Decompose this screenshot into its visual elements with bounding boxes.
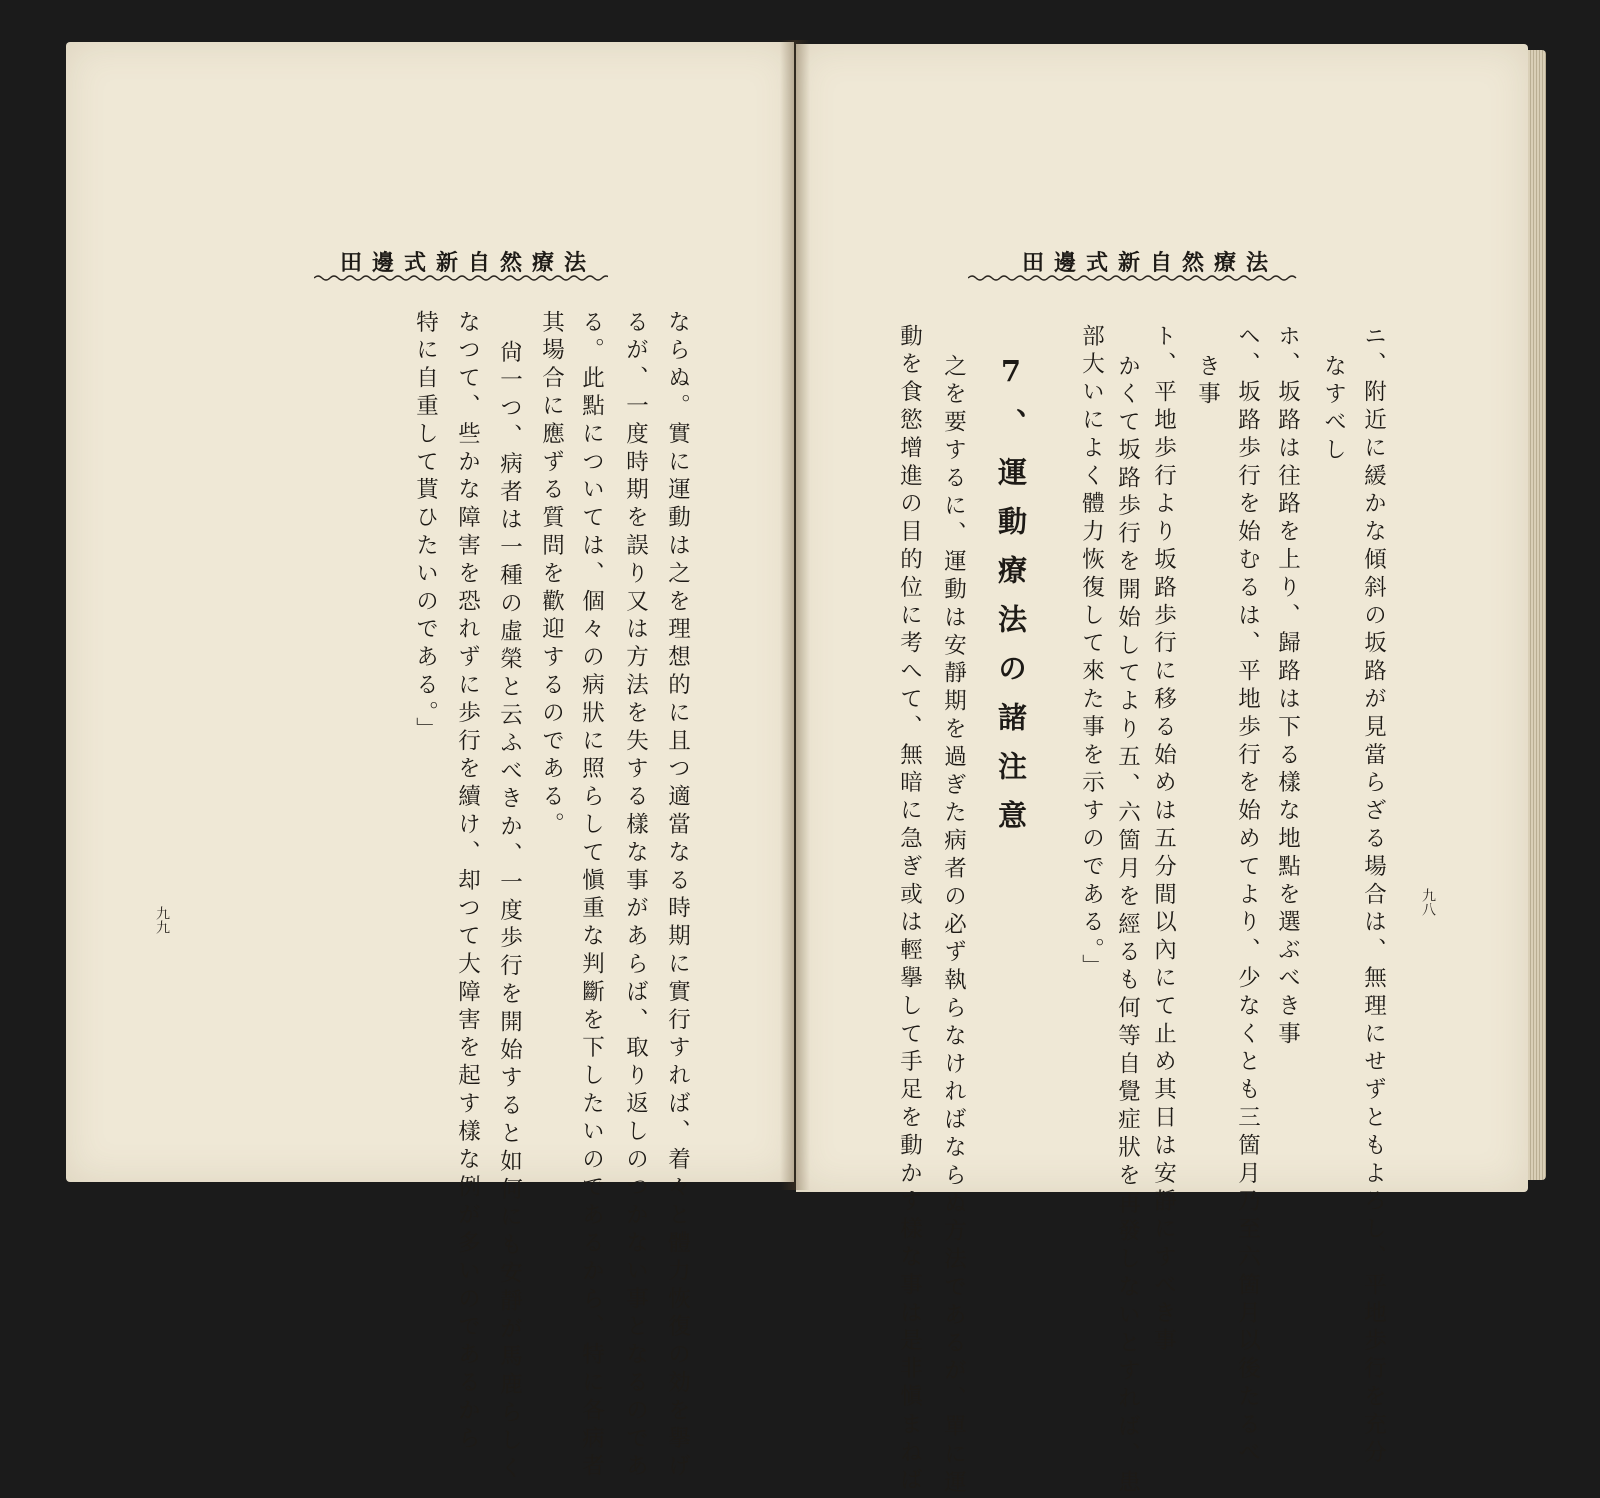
text-column: なつて、些かな障害を恐れずに歩行を續け、却つて大障害を起す樣な例が多いのであるから xyxy=(454,310,481,1454)
right-header-wavy-rule xyxy=(968,274,1302,282)
text-column: 之を要するに、運動は安靜期を過ぎた病者の必ず執らなければならぬ方法であるが、單に運 xyxy=(940,354,967,1498)
left-page-header: 田邊式新自然療法 xyxy=(340,250,597,276)
text-column: 其場合に應ずる質問を歡迎するのである。 xyxy=(538,310,565,841)
text-column: ヘ、坂路歩行を始むるは、平地歩行を始めてより、少なくとも三箇月乃至六箇月以後たるべ xyxy=(1234,324,1261,1468)
text-column: き事 xyxy=(1194,354,1221,410)
text-column: ト、平地歩行より坂路歩行に移る始めは五分間以內にて止め其日は安靜にすべき事 xyxy=(1150,324,1177,1357)
text-column: るが、一度時期を誤り又は方法を失する樣な事があらば、取り返しのつかない事となるのであ xyxy=(622,310,649,1482)
text-column: 動を食慾增進の目的位に考へて、無暗に急ぎ或は輕擧して手足を動かす樣な事は是非愼まねば xyxy=(896,324,923,1496)
text-column: 尙一つ、病者は一種の虛榮と云ふべきか、一度歩行を開始すると如何にも安靜が馬鹿らしく xyxy=(496,340,523,1484)
section-heading: 7、運動療法の諸注意 xyxy=(994,354,1028,849)
text-column: かくて坂路歩行を開始してより五、六箇月を經るも何等自覺症狀を再發しないとすれば、患 xyxy=(1114,354,1141,1498)
text-column: ホ、坂路は往路を上り、歸路は下る樣な地點を選ぶべき事 xyxy=(1274,324,1301,1050)
left-header-wavy-rule xyxy=(314,274,608,282)
text-column: 特に自重して貰ひたいのである。」 xyxy=(412,310,439,746)
text-column: ニ、附近に緩かな傾斜の坂路が見當らざる場合は、無理にせずともよろし、平地歩行を充分 xyxy=(1360,324,1387,1468)
left-page-number: 九九 xyxy=(154,906,170,934)
text-column: ならぬ。實に運動は之を理想的に且つ適當なる時期に實行すれば、着々と體力恢復の効を擧げ xyxy=(664,310,691,1482)
text-column: る。此點については、個々の病狀に照らして愼重な判斷を下したいのであるから、特に各病者 xyxy=(578,310,605,1482)
right-page-number: 九八 xyxy=(1420,888,1436,916)
right-page-header: 田邊式新自然療法 xyxy=(1022,250,1279,276)
text-column: 部大いによく體力恢復して來た事を示すのである。」 xyxy=(1078,324,1105,983)
text-column: なすべし xyxy=(1320,354,1347,466)
book-gutter xyxy=(780,40,810,1190)
